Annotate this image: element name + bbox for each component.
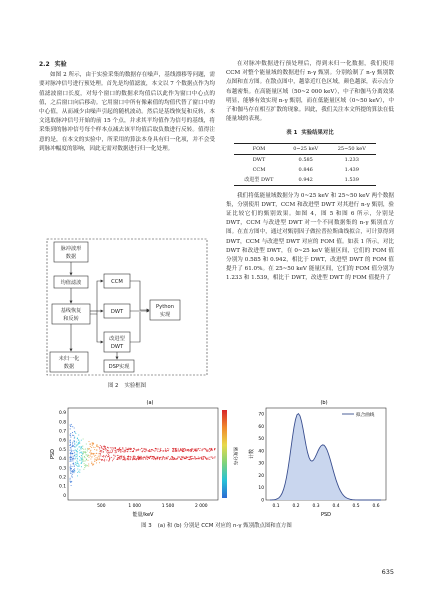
table-header-cell: 0~25 keV bbox=[293, 145, 319, 152]
section-heading bbox=[39, 60, 215, 69]
results-table bbox=[234, 143, 376, 186]
table-row bbox=[234, 154, 376, 165]
table-header-row bbox=[234, 143, 376, 154]
panel-b-ytick: 50 bbox=[258, 437, 264, 443]
left-paragraph-1: 如图 2 所示，由于实验采集的数据存在噪声，基线漂移等问题，需要对脉冲信号进行预处理。首先是均值滤波，本文以 7 个数据点作为均值滤波窗口长度，对每个窗口的数据求均值后以此作为窗口中心点的值，之后窗口向后移动。它用窗口中所有像素值的均值代替了窗口中的中心值，从而减少由噪声引起的随机波动。然后是基线恢复和反转，本文选取脉冲信号开始的前 15 个点，并求其平均值作为信号的基线，将采集到的脉冲信号每个样本点减去该平均值后取负数进行反转。值得注意的是，在本文的实验中，所采用的算法本身具有归一化项，并不会受到脉冲幅度的影响，因此无需对数据进行归一化处理。 bbox=[39, 72, 215, 152]
table-cell: 0.942 bbox=[298, 176, 313, 183]
right-column bbox=[226, 60, 394, 284]
figure-2-caption bbox=[39, 381, 215, 389]
panel-a-ytick: 0.6 bbox=[59, 438, 66, 444]
section-title: 实验 bbox=[54, 61, 67, 68]
node-pulse-l2: 数据 bbox=[65, 254, 77, 260]
panel-a-ytick: 0.1 bbox=[59, 484, 66, 490]
node-mean: 均值滤波 bbox=[60, 280, 82, 286]
panel-a-axes bbox=[68, 408, 218, 500]
panel-b-ytick: 30 bbox=[258, 461, 264, 467]
node-baseline-l2: 和反转 bbox=[63, 316, 79, 322]
panel-b-ytick: 40 bbox=[258, 449, 264, 455]
table-cell: 改进型 DWT bbox=[244, 176, 274, 183]
panel-b-ytick: 70 bbox=[258, 412, 264, 418]
section-number: 2.2 bbox=[39, 61, 50, 68]
panel-b-ytick: 10 bbox=[258, 486, 264, 492]
node-dsp: DSP实现 bbox=[108, 364, 130, 370]
panel-a-ytick: 0.5 bbox=[59, 447, 66, 453]
table-header-cell: FOM bbox=[252, 145, 266, 152]
panel-a-label: (a) bbox=[146, 400, 154, 406]
table-header-cell: 25~50 keV bbox=[337, 145, 366, 152]
node-python-l2: 实现 bbox=[159, 312, 171, 318]
colorbar bbox=[222, 410, 227, 498]
panel-b-xtick: 0.1 bbox=[272, 504, 280, 509]
figure-3-number: 图 3 bbox=[141, 523, 152, 529]
panel-a bbox=[50, 400, 239, 518]
node-unnorm-l1: 未归一化 bbox=[58, 356, 80, 362]
panel-a-ytick: 0.7 bbox=[59, 429, 66, 435]
panel-b-xlabel: PSD bbox=[320, 512, 332, 518]
table-cell: 0.585 bbox=[298, 156, 313, 163]
table-cell: 1.439 bbox=[344, 166, 359, 173]
panel-a-ytick: 0.8 bbox=[59, 420, 66, 426]
panel-b bbox=[248, 400, 386, 518]
table-1-caption bbox=[226, 129, 394, 138]
right-paragraph-2: 我们将低能量域数据分为 0~25 keV 和 25~50 keV 两个数据集，分别使用 DWT，CCM 和改进型 DWT 对其进行 n-γ 甄别，验证比较它们的甄别效果。如图 4，图 5 和图 6 所示，分别是 DWT，CCM 与改进型 DWT 对一个不同数据集的 n-γ 甄别直方图。在直方图中，通过对甄别因子做拉普拉斯曲线拟合，可计算得到 DWT，CCM 与改进型 DWT 对应的 FOM 值。如表 1 所示，对比 DWT 和改进型 DWT，在 0~25 keV 能量区间，它们的 FOM 值分别为 0.585 和 0.942，相比于 DWT，改进型 DWT 的 FOM 值提升了 61.0%。在 25~50 keV 能量区间，它们的 FOM 值分别为 1.233 和 1.539，相比于 DWT，改进型 DWT 的 FOM 值提升了 bbox=[226, 192, 395, 282]
panel-b-xtick: 0.5 bbox=[352, 504, 360, 509]
node-baseline-l1: 基线恢复 bbox=[60, 308, 82, 314]
panel-b-xtick: 0.4 bbox=[332, 504, 340, 509]
panel-a-ytick: 0.2 bbox=[59, 475, 66, 481]
node-improved-l1: 改进型 bbox=[109, 336, 125, 342]
panel-a-xtick: 1 000 bbox=[128, 504, 141, 509]
table-cell: CCM bbox=[252, 166, 266, 173]
table-cell: 1.233 bbox=[344, 156, 359, 163]
node-pulse-l1: 脉冲波形 bbox=[60, 246, 82, 252]
node-improved-l2: DWT bbox=[110, 344, 124, 350]
colorbar-label: 密度分布 bbox=[232, 446, 237, 466]
figure-2-number: 图 2 bbox=[107, 383, 119, 389]
table-row bbox=[234, 175, 376, 186]
histogram-fill bbox=[270, 414, 382, 500]
table-1-title: 实验结果对比 bbox=[301, 130, 334, 137]
table-cell: 1.539 bbox=[344, 176, 359, 183]
panel-a-ytick: 0.9 bbox=[59, 411, 66, 417]
panel-b-xtick: 0.6 bbox=[372, 504, 380, 509]
panel-a-ytick: 0.4 bbox=[59, 457, 66, 463]
panel-a-scatter bbox=[69, 424, 215, 486]
panel-a-ytick: 0.3 bbox=[59, 466, 66, 472]
node-dwt: DWT bbox=[110, 309, 124, 315]
figure-3-svg bbox=[48, 398, 395, 520]
panel-b-xtick: 0.3 bbox=[312, 504, 320, 509]
node-ccm: CCM bbox=[111, 279, 123, 285]
panel-b-ylabel: 计数 bbox=[249, 448, 255, 460]
panel-a-ylabel: PSD bbox=[50, 448, 56, 460]
figure-2-svg bbox=[46, 238, 214, 378]
legend-label: 拟合曲线 bbox=[356, 413, 375, 418]
panel-a-xtick: 2 000 bbox=[195, 504, 208, 509]
panel-a-xtick: 500 bbox=[97, 504, 106, 509]
figure-3-caption bbox=[39, 521, 394, 529]
figure-3 bbox=[48, 398, 395, 520]
figure-3-caption-text: (a) 和 (b) 分别是 CCM 对应的 n-γ 甄别散点图和直方图 bbox=[157, 523, 292, 529]
figure-2-title: 实验框图 bbox=[124, 383, 147, 389]
panel-a-xtick: 1 500 bbox=[161, 504, 175, 509]
table-row bbox=[234, 165, 376, 175]
page-number: 635 bbox=[381, 568, 394, 576]
table-1-number: 表 1 bbox=[286, 130, 298, 137]
node-python-l1: Python bbox=[156, 304, 174, 310]
panel-b-ytick: 60 bbox=[258, 424, 264, 430]
panel-b-xtick: 0.2 bbox=[292, 504, 300, 509]
table-cell: DWT bbox=[252, 156, 266, 163]
panel-b-ytick: 20 bbox=[258, 473, 264, 479]
panel-a-ytick: 0 bbox=[63, 493, 66, 499]
node-unnorm-l2: 数据 bbox=[63, 364, 75, 370]
table-cell: 0.846 bbox=[298, 166, 313, 173]
panel-b-ytick: 0 bbox=[261, 498, 264, 504]
panel-a-xlabel: 能量/keV bbox=[132, 512, 154, 518]
right-paragraph-1: 在对脉冲数据进行预处理后，得到未归一化数据，我们使用 CCM 对整个能量域的数据进行 n-γ 甄别。分别绘制了 n-γ 甄别散点图和直方图。在散点图中，越靠近红色区域，颜色越深，表示点分布越密集。在高能量区域（50~2 000 keV），中子和伽马分离效果明显，能够有效实现 n-γ 甄别，而在低能量区域（0~50 keV），中子和伽马存在相互扩散的现象。因此，我们关注本文所提的算法在低能量域的表现。 bbox=[226, 61, 394, 123]
panel-b-label: (b) bbox=[320, 400, 328, 406]
figure-2-diagram bbox=[46, 238, 214, 378]
left-column bbox=[39, 60, 215, 154]
